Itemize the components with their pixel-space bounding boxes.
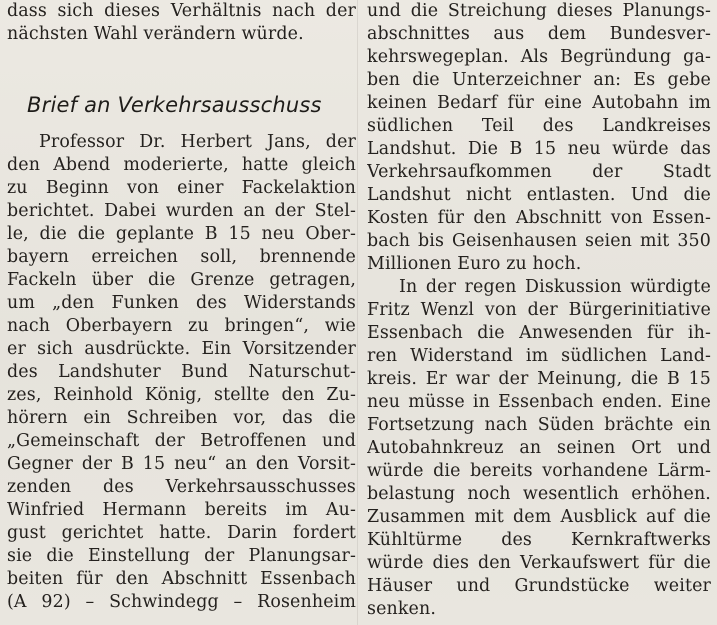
intro-paragraph xyxy=(7,0,356,46)
text-line: hörern ein Schreiben vor, das die xyxy=(7,408,356,428)
text-line: Essenbach die Anwesenden für ih- xyxy=(367,323,711,343)
text-line: neu müsse in Essenbach enden. Eine xyxy=(367,392,711,412)
text-line: ben die Unterzeichner an: Es gebe xyxy=(367,70,711,90)
text-line: „Gemeinschaft der Betroffenen und xyxy=(7,431,356,451)
text-line: den Abend moderierte, hatte gleich xyxy=(7,155,356,175)
text-line: nächsten Wahl verändern würde. xyxy=(7,24,304,44)
text-line: (A 92) – Schwindegg – Rosenheim xyxy=(7,592,356,612)
text-line: keinen Bedarf für eine Autobahn im xyxy=(367,93,711,113)
text-line: In der regen Diskussion würdigte xyxy=(399,277,711,297)
text-line: des Landshuter Bund Naturschut- xyxy=(7,362,356,382)
text-line: Fritz Wenzl von der Bürgerinitiative xyxy=(367,300,711,320)
text-line: senken. xyxy=(367,599,437,619)
text-line: ren Widerstand im südlichen Land- xyxy=(367,346,711,366)
text-line: Autobahnkreuz an seinen Ort und xyxy=(367,438,711,458)
text-line: dass sich dieses Verhältnis nach der xyxy=(7,1,356,21)
text-line: Verkehrsaufkommen der Stadt xyxy=(367,162,711,182)
text-line: Winfried Hermann bereits im Au- xyxy=(7,500,356,520)
text-line: würde dies den Verkaufswert für die xyxy=(367,553,711,573)
text-line: Fortsetzung nach Süden brächte ein xyxy=(367,415,711,435)
text-line: Landshut. Die B 15 neu würde das xyxy=(367,139,711,159)
text-line: um „den Funken des Widerstands xyxy=(7,293,356,313)
body-paragraph xyxy=(367,276,711,621)
text-line: er sich ausdrückte. Ein Vorsitzender xyxy=(7,339,356,359)
text-line: zenden des Verkehrsausschusses xyxy=(7,477,356,497)
text-line: Landshut nicht entlasten. Und die xyxy=(367,185,711,205)
text-line: nach Oberbayern zu bringen“, wie xyxy=(7,316,356,336)
body-paragraph xyxy=(367,0,711,276)
section-heading: Brief an Verkehrsausschuss xyxy=(27,93,322,117)
text-line: Millionen Euro zu hoch. xyxy=(367,254,582,274)
column-divider xyxy=(357,0,358,625)
text-line: zes, Reinhold König, stellte den Zu- xyxy=(7,385,356,405)
body-paragraph xyxy=(7,131,356,614)
text-line: Professor Dr. Herbert Jans, der xyxy=(39,132,356,152)
text-line: sie die Einstellung der Planungsar- xyxy=(7,546,356,566)
text-line: würde die bereits vorhandene Lärm- xyxy=(367,461,711,481)
text-line: südlichen Teil des Landkreises xyxy=(367,116,711,136)
text-line: belastung noch wesentlich erhöhen. xyxy=(367,484,711,504)
text-line: le, die die geplante B 15 neu Ober- xyxy=(7,224,356,244)
text-line: beiten für den Abschnitt Essenbach xyxy=(7,569,356,589)
text-line: gust gerichtet hatte. Darin fordert xyxy=(7,523,356,543)
text-line: berichtet. Dabei wurden an der Stel- xyxy=(7,201,356,221)
text-line: Kühltürme des Kernkraftwerks xyxy=(367,530,711,550)
text-line: Gegner der B 15 neu“ an den Vorsit- xyxy=(7,454,356,474)
text-line: bayern erreichen soll, brennende xyxy=(7,247,356,267)
text-line: Kosten für den Abschnitt von Essen- xyxy=(367,208,711,228)
text-line: abschnittes aus dem Bundesver- xyxy=(367,24,711,44)
right-column xyxy=(367,0,711,621)
text-line: Zusammen mit dem Ausblick auf die xyxy=(367,507,711,527)
text-line: kreis. Er war der Meinung, die B 15 xyxy=(367,369,711,389)
text-line: Fackeln über die Grenze getragen, xyxy=(7,270,356,290)
text-line: kehrswegeplan. Als Begründung ga- xyxy=(367,47,711,67)
left-column xyxy=(0,0,356,614)
text-line: zu Beginn von einer Fackelaktion xyxy=(7,178,356,198)
text-line: bach bis Geisenhausen seien mit 350 xyxy=(367,231,711,251)
text-line: und die Streichung dieses Planungs- xyxy=(367,1,711,21)
text-line: Häuser und Grundstücke weiter xyxy=(367,576,711,596)
